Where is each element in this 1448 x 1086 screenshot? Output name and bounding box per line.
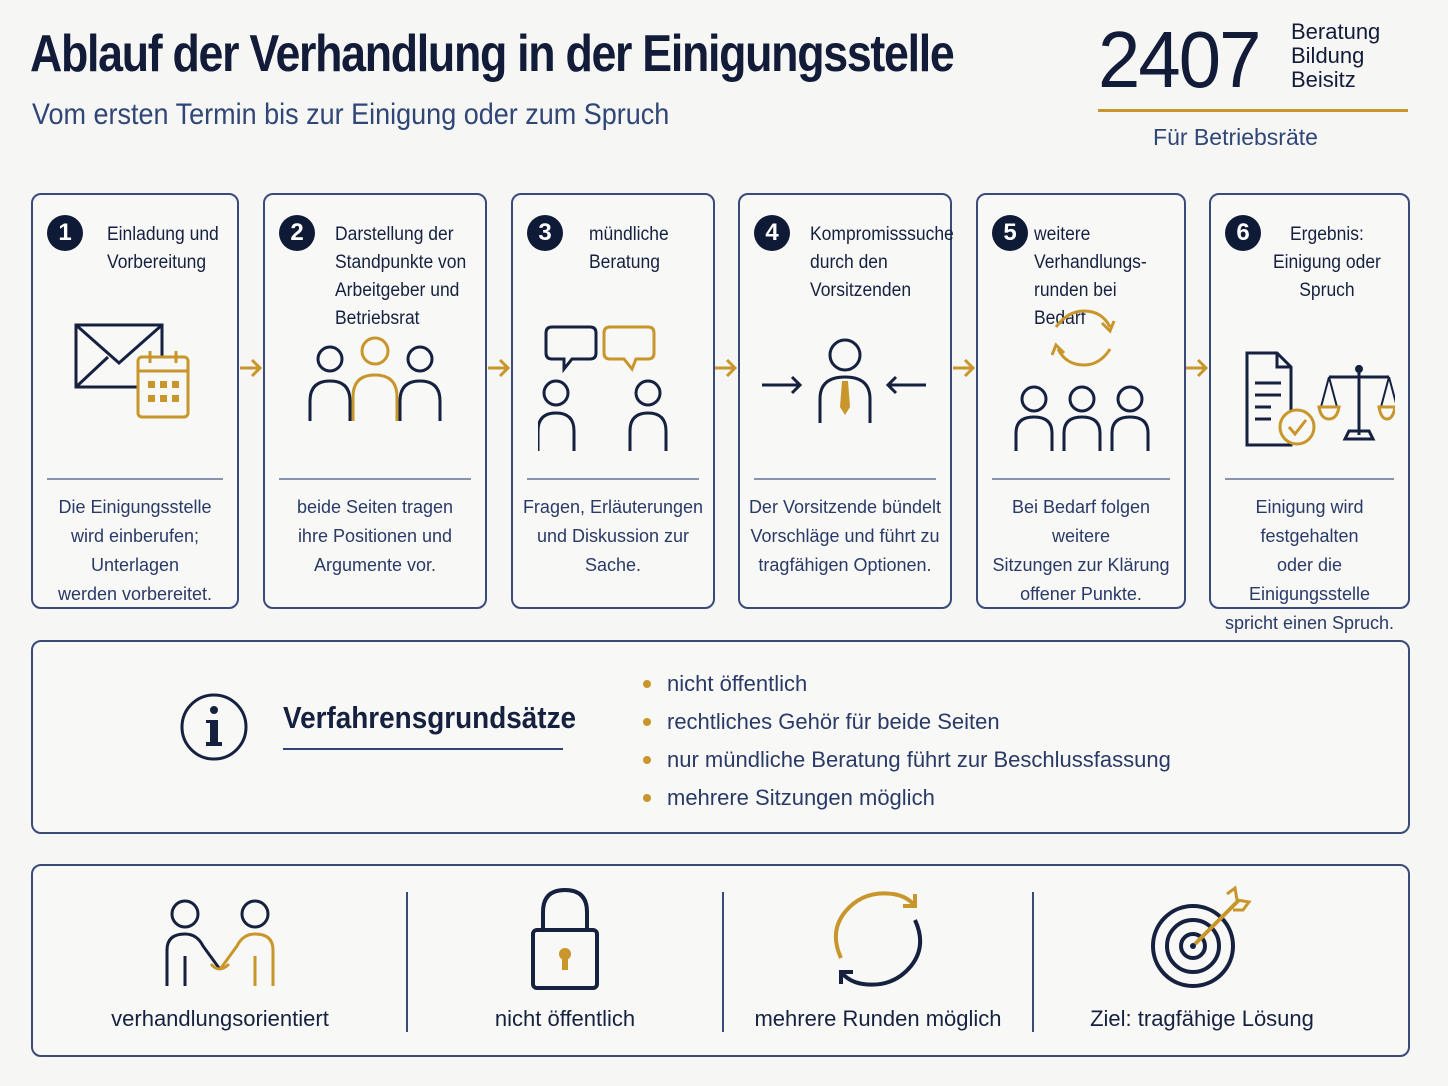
step-number: 3 xyxy=(527,215,563,251)
lock-icon xyxy=(408,884,722,994)
principles-title: Verfahrensgrundsätze xyxy=(283,700,577,735)
document-scales-icon xyxy=(1211,347,1408,497)
step-card-2 xyxy=(263,193,487,609)
step-number: 6 xyxy=(1225,215,1261,251)
brand-word: Bildung xyxy=(1291,43,1365,68)
step-description: Die Einigungsstelle wird einberufen; Unterlagen werden vorbereitet. xyxy=(57,497,213,604)
step-card-3 xyxy=(511,193,715,609)
arrow-right-icon xyxy=(951,355,977,381)
brand-divider xyxy=(1098,109,1408,112)
step-title: Einladung und Vorbereitung xyxy=(107,224,219,273)
principle-item: rechtliches Gehör für beide Seiten xyxy=(643,706,1171,744)
step-divider xyxy=(754,478,936,480)
step-card-5 xyxy=(976,193,1186,609)
step-divider xyxy=(279,478,471,480)
brand-word: Beratung xyxy=(1291,19,1381,44)
arrow-right-icon xyxy=(238,355,264,381)
principle-item: mehrere Sitzungen möglich xyxy=(643,782,1171,820)
principles-panel xyxy=(31,640,1410,834)
envelope-calendar-icon xyxy=(33,315,237,465)
feature-label: Ziel: tragfähige Lösung xyxy=(1090,1006,1314,1031)
feature-item xyxy=(724,866,1032,1055)
feature-item xyxy=(1034,866,1370,1055)
info-icon xyxy=(179,682,249,772)
step-number: 1 xyxy=(47,215,83,251)
arrow-right-icon xyxy=(713,355,739,381)
three-people-icon xyxy=(265,315,485,465)
step-divider xyxy=(992,478,1170,480)
arrow-right-icon xyxy=(1184,355,1210,381)
cycle-arrows-icon xyxy=(724,884,1032,994)
step-number: 5 xyxy=(992,215,1028,251)
step-number: 2 xyxy=(279,215,315,251)
brand-tagline: Für Betriebsräte xyxy=(1153,124,1318,150)
page-title: Ablauf der Verhandlung in der Einigungsstelle xyxy=(30,25,954,83)
handshake-icon xyxy=(33,884,407,994)
brand-words xyxy=(1291,20,1380,92)
feature-label: nicht öffentlich xyxy=(494,1006,636,1031)
step-description: Bei Bedarf folgen weitere Sitzungen zur Klärung offener Punkte. xyxy=(992,497,1170,604)
feature-item xyxy=(33,866,407,1055)
principle-item: nur mündliche Beratung führt zur Beschlussfassung xyxy=(643,744,1171,782)
target-icon xyxy=(1034,884,1370,994)
feature-label: verhandlungsorientiert xyxy=(111,1006,329,1031)
step-description: Fragen, Erläuterungen und Diskussion zur Sache. xyxy=(522,497,704,575)
step-description: Der Vorsitzende bündelt Vorschläge und führt zu tragfähigen Optionen. xyxy=(748,497,942,575)
arrow-right-icon xyxy=(486,355,512,381)
step-title: mündliche Beratung xyxy=(589,224,669,273)
step-title: Darstellung der Standpunkte von Arbeitgeber und Betriebsrat xyxy=(335,224,467,329)
principles-underline xyxy=(283,748,563,750)
step-divider xyxy=(527,478,699,480)
step-description: Einigung wird festgehalten oder die Einigungsstelle spricht einen Spruch. xyxy=(1224,497,1395,633)
brand-logo xyxy=(1098,14,1408,164)
cycle-people-icon xyxy=(978,315,1184,465)
chairperson-icon xyxy=(740,315,950,465)
step-card-4 xyxy=(738,193,952,609)
step-description: beide Seiten tragen ihre Positionen und Argumente vor. xyxy=(296,497,454,575)
step-title: Kompromisssuche durch den Vorsitzenden xyxy=(810,224,954,301)
principle-item: nicht öffentlich xyxy=(643,668,1171,706)
step-divider xyxy=(1225,478,1394,480)
page-subtitle: Vom ersten Termin bis zur Einigung oder zum Spruch xyxy=(32,98,670,131)
step-card-1 xyxy=(31,193,239,609)
step-card-6 xyxy=(1209,193,1410,633)
step-title: weitere Verhandlungs- runden bei Bedarf xyxy=(1034,224,1147,329)
speech-bubbles-icon xyxy=(513,323,713,473)
feature-item xyxy=(408,866,722,1055)
step-divider xyxy=(47,478,223,480)
brand-word: Beisitz xyxy=(1291,67,1356,92)
step-number: 4 xyxy=(754,215,790,251)
step-title: Ergebnis: Einigung oder Spruch xyxy=(1273,224,1381,301)
principles-list xyxy=(643,668,1171,820)
feature-label: mehrere Runden möglich xyxy=(754,1006,1002,1031)
brand-number: 2407 xyxy=(1098,15,1260,104)
features-panel xyxy=(31,864,1410,1057)
